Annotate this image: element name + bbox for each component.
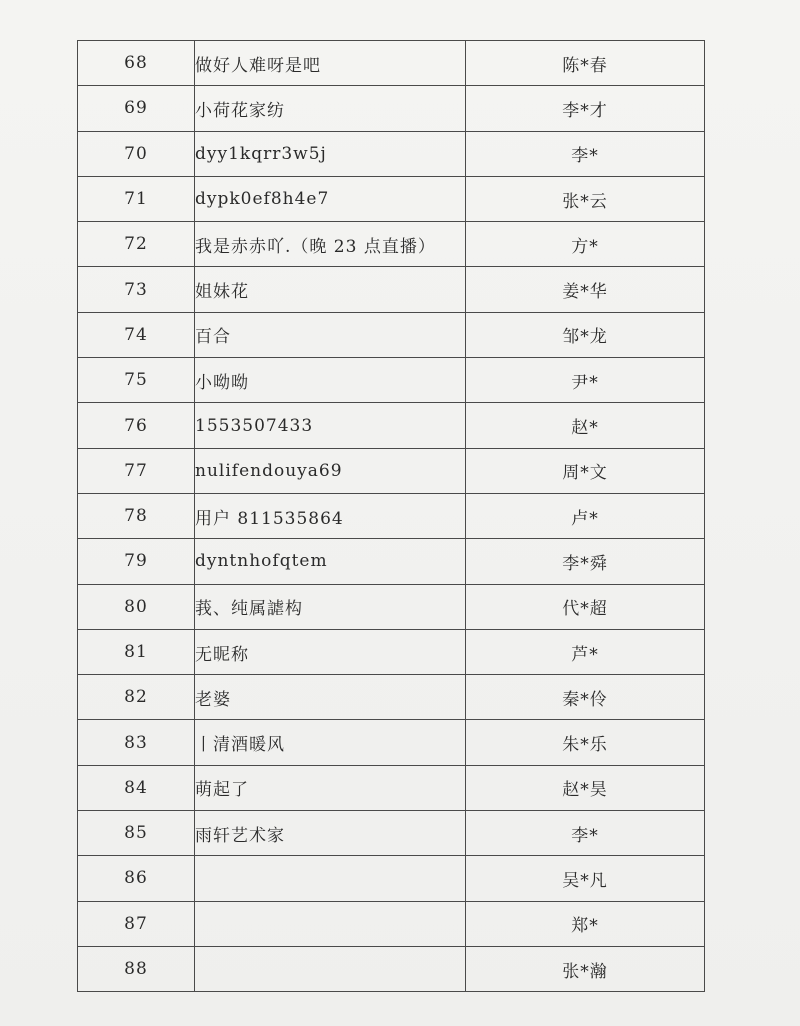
masked-name-cell: 秦*伶	[466, 675, 705, 720]
masked-name-cell: 赵*	[466, 403, 705, 448]
nickname-cell: 用户 811535864	[195, 493, 466, 538]
row-number-cell: 76	[78, 403, 195, 448]
table-row	[78, 358, 705, 403]
masked-name-cell: 赵*昊	[466, 765, 705, 810]
row-number-cell: 71	[78, 176, 195, 221]
table-row	[78, 856, 705, 901]
masked-name-cell: 张*云	[466, 176, 705, 221]
table-row	[78, 493, 705, 538]
masked-name-cell: 张*瀚	[466, 946, 705, 991]
masked-name-cell: 李*	[466, 131, 705, 176]
table-row	[78, 41, 705, 86]
nickname-cell: 做好人难呀是吧	[195, 41, 466, 86]
row-number-cell: 68	[78, 41, 195, 86]
table-row	[78, 403, 705, 448]
table-row	[78, 720, 705, 765]
masked-name-cell: 李*舜	[466, 539, 705, 584]
masked-name-cell: 代*超	[466, 584, 705, 629]
table-row	[78, 222, 705, 267]
table-row	[78, 86, 705, 131]
masked-name-cell: 李*	[466, 811, 705, 856]
row-number-cell: 73	[78, 267, 195, 312]
nickname-cell: dyy1kqrr3w5j	[195, 131, 466, 176]
nickname-cell: 雨轩艺术家	[195, 811, 466, 856]
masked-name-cell: 方*	[466, 222, 705, 267]
row-number-cell: 81	[78, 629, 195, 674]
masked-name-cell: 陈*春	[466, 41, 705, 86]
row-number-cell: 83	[78, 720, 195, 765]
row-number-cell: 72	[78, 222, 195, 267]
table-row	[78, 131, 705, 176]
nickname-cell: 萌起了	[195, 765, 466, 810]
table-row	[78, 901, 705, 946]
table-row	[78, 675, 705, 720]
row-number-cell: 80	[78, 584, 195, 629]
table-row	[78, 811, 705, 856]
masked-name-cell: 卢*	[466, 493, 705, 538]
masked-name-cell: 郑*	[466, 901, 705, 946]
masked-name-cell: 芦*	[466, 629, 705, 674]
nickname-cell: 姐妹花	[195, 267, 466, 312]
masked-name-cell: 李*才	[466, 86, 705, 131]
masked-name-cell: 朱*乐	[466, 720, 705, 765]
nickname-cell: dypk0ef8h4e7	[195, 176, 466, 221]
table-row	[78, 312, 705, 357]
nickname-cell: 无昵称	[195, 629, 466, 674]
row-number-cell: 86	[78, 856, 195, 901]
table-row	[78, 448, 705, 493]
nickname-cell	[195, 901, 466, 946]
nickname-cell: 小呦呦	[195, 358, 466, 403]
nickname-cell: dyntnhofqtem	[195, 539, 466, 584]
nickname-cell	[195, 856, 466, 901]
row-number-cell: 77	[78, 448, 195, 493]
nickname-cell: 丨清酒暖风	[195, 720, 466, 765]
table-row	[78, 765, 705, 810]
row-number-cell: 75	[78, 358, 195, 403]
roster-table	[77, 40, 705, 992]
masked-name-cell: 周*文	[466, 448, 705, 493]
nickname-cell: nulifendouya69	[195, 448, 466, 493]
masked-name-cell: 邹*龙	[466, 312, 705, 357]
row-number-cell: 84	[78, 765, 195, 810]
nickname-cell: 1553507433	[195, 403, 466, 448]
row-number-cell: 82	[78, 675, 195, 720]
table-row	[78, 629, 705, 674]
row-number-cell: 85	[78, 811, 195, 856]
masked-name-cell: 姜*华	[466, 267, 705, 312]
row-number-cell: 70	[78, 131, 195, 176]
masked-name-cell: 吴*凡	[466, 856, 705, 901]
nickname-cell: 莪、纯属謔构	[195, 584, 466, 629]
row-number-cell: 88	[78, 946, 195, 991]
table-row	[78, 267, 705, 312]
masked-name-cell: 尹*	[466, 358, 705, 403]
table-row	[78, 584, 705, 629]
row-number-cell: 87	[78, 901, 195, 946]
nickname-cell: 小荷花家纺	[195, 86, 466, 131]
row-number-cell: 79	[78, 539, 195, 584]
row-number-cell: 74	[78, 312, 195, 357]
row-number-cell: 78	[78, 493, 195, 538]
nickname-cell	[195, 946, 466, 991]
row-number-cell: 69	[78, 86, 195, 131]
nickname-cell: 我是赤赤吖.（晚 23 点直播）	[195, 222, 466, 267]
nickname-cell: 老婆	[195, 675, 466, 720]
roster-table-body	[78, 41, 705, 992]
table-row	[78, 176, 705, 221]
nickname-cell: 百合	[195, 312, 466, 357]
table-row	[78, 539, 705, 584]
table-row	[78, 946, 705, 991]
